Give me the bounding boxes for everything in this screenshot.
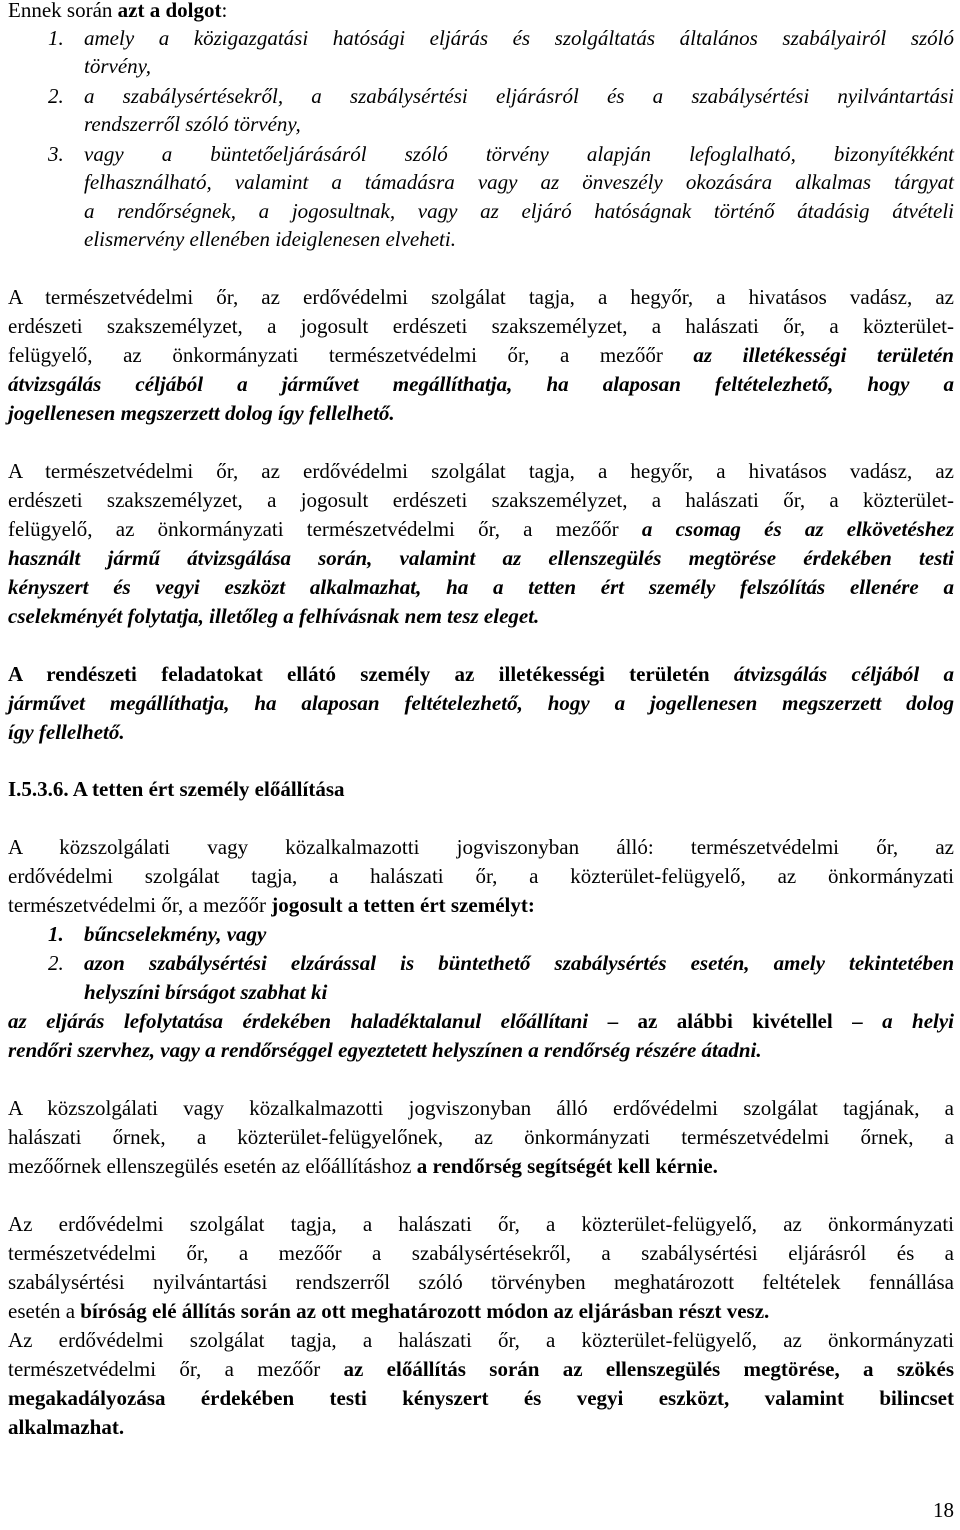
paragraph-line: természetvédelmi őr, a mezőőr jogosult a tetten ért személyt:: [8, 893, 535, 917]
paragraph-line: megakadályozása érdekében testi kényszert és vegyi eszközt, valamint bilincset: [8, 1386, 954, 1410]
list-item-text: azon szabálysértési elzárással is büntethető szabálysértés esetén, amely tekintetében: [84, 951, 954, 975]
list-item-text: a rendőrségnek, a jogosultnak, vagy az eljáró hatóságnak történő átadásig átvételi: [84, 199, 954, 223]
paragraph-line: cselekményét folytatja, illetőleg a felhívásnak nem tesz eleget.: [8, 604, 540, 628]
list-item-text: felhasználható, valamint a támadásra vagy az önveszély okozására alkalmas tárgyat: [84, 170, 954, 194]
intro-line: [8, 0, 227, 24]
list-number: 1.: [48, 922, 64, 946]
list-item-text: rendszerről szóló törvény,: [84, 112, 301, 136]
list-number: 2.: [48, 84, 64, 108]
paragraph-line: A természetvédelmi őr, az erdővédelmi szolgálat tagja, a hegyőr, a hivatásos vadász, az: [8, 285, 954, 309]
page-number: 18: [933, 1498, 954, 1522]
paragraph-line: erdővédelmi szolgálat tagja, a halászati őr, a közterület-felügyelő, az önkormányzati: [8, 864, 954, 888]
paragraph-line: kényszert és vegyi eszközt alkalmazhat, ha a tetten ért személy felszólítás ellenére a: [8, 575, 954, 599]
list-item-text: vagy a büntetőeljárásáról szóló törvény alapján lefoglalható, bizonyítékként: [84, 142, 954, 166]
paragraph-line: így fellelhető.: [8, 720, 125, 744]
paragraph-line: szabálysértési nyilvántartási rendszerről szóló törvényben meghatározott feltételek fennállása: [8, 1270, 954, 1294]
paragraph-line: Az erdővédelmi szolgálat tagja, a halászati őr, a közterület-felügyelő, az önkormányzati: [8, 1212, 954, 1236]
paragraph-line: A rendészeti feladatokat ellátó személy az illetékességi területén átvizsgálás céljából a: [8, 662, 954, 686]
paragraph-line: természetvédelmi őr, a mezőőr a szabálysértésekről, a szabálysértési eljárásról és a: [8, 1241, 954, 1265]
paragraph-line: használt jármű átvizsgálása során, valamint az ellenszegülés megtörése érdekében testi: [8, 546, 954, 570]
intro-colon: :: [221, 0, 228, 22]
paragraph-line: A természetvédelmi őr, az erdővédelmi szolgálat tagja, a hegyőr, a hivatásos vadász, az: [8, 459, 954, 483]
paragraph-line: mezőőrnek ellenszegülés esetén az előállításhoz a rendőrség segítségét kell kérnie.: [8, 1154, 718, 1178]
list-number: 2.: [48, 951, 64, 975]
paragraph-line: felügyelő, az önkormányzati természetvédelmi őr, a mezőőr a csomag és az elkövetéshez: [8, 517, 954, 541]
list-number: 1.: [48, 26, 64, 50]
paragraph-line: A közszolgálati vagy közalkalmazotti jogviszonyban álló: természetvédelmi őr, az: [8, 835, 954, 859]
section-heading: I.5.3.6. A tetten ért személy előállítása: [8, 777, 345, 801]
paragraph-line: halászati őrnek, a közterület-felügyelőnek, az önkormányzati természetvédelmi őrnek, a: [8, 1125, 954, 1149]
paragraph-line: rendőri szervhez, vagy a rendőrséggel egyeztetett helyszínen a rendőrség részére átadni.: [8, 1038, 762, 1062]
paragraph-line: az eljárás lefolytatása érdekében haladéktalanul előállítani – az alábbi kivétellel – a helyi: [8, 1009, 954, 1033]
paragraph-line: erdészeti szakszemélyzet, a jogosult erdészeti szakszemélyzet, a halászati őr, a közterület-: [8, 314, 954, 338]
list-item-text: a szabálysértésekről, a szabálysértési eljárásról és a szabálysértési nyilvántartási: [84, 84, 954, 108]
paragraph-line: átvizsgálás céljából a járművet megállíthatja, ha alaposan feltételezhető, hogy a: [8, 372, 954, 396]
list-item-text: helyszíni bírságot szabhat ki: [84, 980, 328, 1004]
intro-bold: azt a dolgot: [117, 0, 222, 22]
paragraph-line: járművet megállíthatja, ha alaposan feltételezhető, hogy a jogellenesen megszerzett dolog: [8, 691, 954, 715]
paragraph-line: természetvédelmi őr, a mezőőr az előállítás során az ellenszegülés megtörése, a szökés: [8, 1357, 954, 1381]
paragraph-line: alkalmazhat.: [8, 1415, 125, 1439]
list-item-text: elismervény ellenében ideiglenesen elveheti.: [84, 227, 456, 251]
paragraph-line: felügyelő, az önkormányzati természetvédelmi őr, a mezőőr az illetékességi területén: [8, 343, 954, 367]
list-number: 3.: [48, 142, 64, 166]
paragraph-line: esetén a bíróság elé állítás során az ott meghatározott módon az eljárásban részt vesz.: [8, 1299, 770, 1323]
paragraph-line: jogellenesen megszerzett dolog így fellelhető.: [8, 401, 395, 425]
list-item-text: amely a közigazgatási hatósági eljárás és szolgáltatás általános szabályairól szóló: [84, 26, 954, 50]
paragraph-line: Az erdővédelmi szolgálat tagja, a halászati őr, a közterület-felügyelő, az önkormányzati: [8, 1328, 954, 1352]
intro-text: Ennek során: [8, 0, 118, 22]
paragraph-line: erdészeti szakszemélyzet, a jogosult erdészeti szakszemélyzet, a halászati őr, a közterület-: [8, 488, 954, 512]
list-item-text: törvény,: [84, 54, 152, 78]
paragraph-line: A közszolgálati vagy közalkalmazotti jogviszonyban álló erdővédelmi szolgálat tagjának, a: [8, 1096, 954, 1120]
